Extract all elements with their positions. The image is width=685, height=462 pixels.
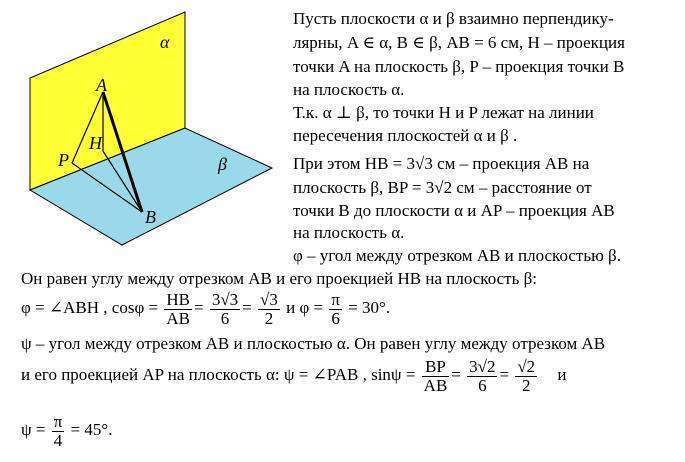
fraction-sqrt3-2: $\frac{√3}{2}$ xyxy=(260,289,278,328)
formula-cos-phi-start: φ = ∠ABH , cosφ = xyxy=(21,298,159,317)
label-H: H xyxy=(89,133,102,153)
text-line-6: пересечения плоскостей α и β . xyxy=(293,126,518,145)
fraction-pi-4: $\frac{\pi}{4}$ xyxy=(53,411,63,450)
fraction-3sqrt3-6: $\frac{3√3}{6}$ xyxy=(211,289,239,328)
fraction-hb-ab: $\frac{HB}{AB}$ xyxy=(166,289,190,328)
label-alpha: α xyxy=(160,32,170,52)
fraction-bp-ab: $\frac{BP}{AB}$ xyxy=(423,356,448,395)
fraction-pi-6: $\frac{\pi}{6}$ xyxy=(331,289,340,328)
formula-psi-end: = 45°. xyxy=(70,420,113,439)
formula-sin-psi-start: и его проекцией AP на плоскость α: ψ = ∠PAB , sinψ = xyxy=(21,365,416,384)
text-line-7: При этом HB = 3√3 см – проекция AB на xyxy=(293,154,590,173)
label-P: P xyxy=(58,150,69,170)
text-line-11: φ – угол между отрезком AB и плоскостью β. xyxy=(293,246,621,265)
text-line-2: лярны, A ∈ α, B ∈ β, AB = 6 см, H – проекция xyxy=(293,33,625,52)
fraction-sqrt2-2: $\frac{√2}{2}$ xyxy=(517,356,536,395)
label-A: A xyxy=(96,75,107,95)
text-line-8: плоскость β, BP = 3√2 см – расстояние от xyxy=(293,178,592,197)
text-line-9: точки B до плоскости α и AP – проекция AB xyxy=(293,201,615,220)
text-line-4: на плоскость α. xyxy=(293,80,405,99)
label-beta: β xyxy=(218,154,227,174)
text-line-5: Т.к. α ⊥ β, то точки H и P лежат на линии xyxy=(293,103,594,122)
formula-sin-psi-end: и xyxy=(557,365,567,384)
text-line-3: точки A на плоскость β, P – проекция точки B xyxy=(293,57,625,76)
text-line-12: Он равен углу между отрезком AB и его проекцией HB на плоскость β: xyxy=(21,269,537,288)
formula-sin-psi: и его проекцией AP на плоскость α: ψ = ∠PAB , sinψ = $\frac{BP}{AB}$ = $\frac{3√2}{6}$ = $\frac{√2}{2}$ и xyxy=(21,356,567,395)
text-line-14: ψ – угол между отрезком AB и плоскостью α. Он равен углу между отрезком AB xyxy=(21,334,606,353)
formula-psi-value xyxy=(21,411,112,450)
fraction-3sqrt2-6: $\frac{3√2}{6}$ xyxy=(469,356,496,395)
text-line-10: на плоскость α. xyxy=(293,223,405,242)
geometry-figure xyxy=(0,0,290,250)
label-B: B xyxy=(145,207,156,227)
formula-cos-phi-mid: и φ = xyxy=(286,298,324,317)
text-line-1: Пусть плоскости α и β взаимно перпендику- xyxy=(293,9,614,28)
formula-cos-phi-end: = 30°. xyxy=(348,298,391,317)
formula-psi-start: ψ = xyxy=(21,420,46,439)
formula-cos-phi: φ = ∠ABH , cosφ = $\frac{HB}{AB}$ = $\frac{3√3}{6}$ = $\frac{√3}{2}$ и φ = $\frac{\pi}{6}$ = 30°. xyxy=(21,289,391,328)
